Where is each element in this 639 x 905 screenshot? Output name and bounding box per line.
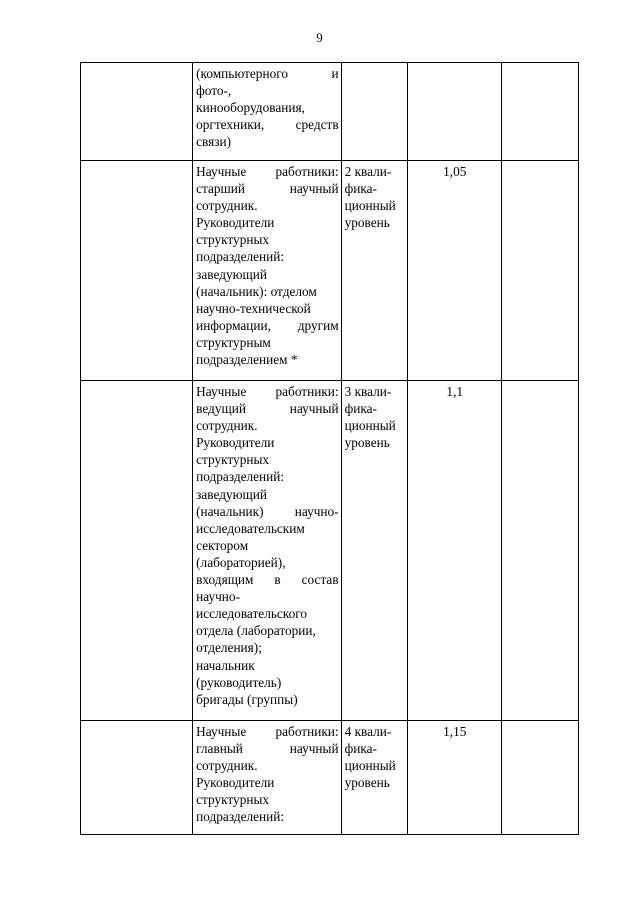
group-cell bbox=[81, 63, 193, 161]
coefficient-cell: 1,15 bbox=[408, 721, 502, 835]
position-line: сотрудник. bbox=[196, 198, 258, 214]
position-line bbox=[196, 400, 338, 417]
level-line: 2 квали- bbox=[344, 164, 392, 179]
empty-cell bbox=[502, 161, 579, 381]
position-line bbox=[196, 163, 338, 180]
position-line: Руководители bbox=[196, 775, 275, 791]
level-line: 4 квали- bbox=[344, 724, 392, 739]
coefficient-cell: 1,05 bbox=[408, 161, 502, 381]
position-line bbox=[196, 740, 338, 757]
table-row bbox=[81, 161, 579, 381]
position-line: бригады (группы) bbox=[196, 691, 298, 707]
empty-cell bbox=[502, 381, 579, 721]
position-word: ведущий bbox=[196, 401, 246, 417]
position-line: подразделений: bbox=[196, 469, 285, 485]
group-cell bbox=[81, 721, 193, 835]
position-line bbox=[196, 503, 338, 520]
position-line: структурным bbox=[196, 334, 271, 350]
level-line: фика- bbox=[344, 741, 377, 757]
group-cell bbox=[81, 381, 193, 721]
position-line: научно- bbox=[196, 589, 240, 605]
position-line: начальник bbox=[196, 657, 255, 673]
position-word: работники: bbox=[275, 384, 339, 399]
position-line: исследовательским bbox=[196, 520, 305, 536]
position-line: сотрудник. bbox=[196, 418, 258, 434]
position-line bbox=[196, 723, 338, 740]
position-line: исследовательского bbox=[196, 606, 307, 622]
group-cell bbox=[81, 161, 193, 381]
position-line: кинооборудования, bbox=[196, 100, 305, 116]
position-line: подразделений: bbox=[196, 809, 285, 825]
level-line: уровень bbox=[344, 775, 390, 791]
position-line: средств bbox=[295, 117, 339, 133]
coefficient-cell: 1,1 bbox=[408, 381, 502, 721]
position-line: (компьютерного bbox=[196, 66, 288, 81]
position-line: (руководитель) bbox=[196, 674, 282, 690]
position-word: работники: bbox=[275, 164, 339, 179]
position-line: структурных bbox=[196, 792, 270, 808]
position-line bbox=[196, 180, 338, 197]
position-line bbox=[196, 383, 338, 400]
position-line bbox=[196, 571, 338, 588]
level-line: ционный bbox=[344, 418, 396, 434]
position-word: Научные bbox=[196, 724, 247, 739]
level-line: уровень bbox=[344, 435, 390, 451]
table-row bbox=[81, 721, 579, 835]
position-line: сектором bbox=[196, 537, 249, 553]
position-word: (начальник) bbox=[196, 503, 264, 519]
position-word: информации, bbox=[196, 317, 271, 333]
position-cell bbox=[193, 63, 341, 161]
position-line: структурных bbox=[196, 232, 270, 248]
position-line: подразделений: bbox=[196, 249, 285, 265]
position-word: главный bbox=[196, 741, 243, 757]
position-line: и bbox=[331, 66, 339, 81]
position-word: Научные bbox=[196, 384, 247, 399]
position-line: структурных bbox=[196, 452, 270, 468]
position-line: (лабораторией), bbox=[196, 554, 286, 570]
position-line: отдела (лаборатории, bbox=[196, 623, 316, 639]
position-line: заведующий bbox=[196, 486, 268, 502]
position-line bbox=[196, 317, 338, 334]
position-word: научный bbox=[289, 401, 339, 417]
position-line: фото-, bbox=[196, 83, 232, 99]
table-body bbox=[81, 63, 579, 835]
position-line: (начальник): отделом bbox=[196, 283, 317, 299]
level-line: ционный bbox=[344, 758, 396, 774]
level-cell bbox=[341, 63, 408, 161]
level-line: фика- bbox=[344, 181, 377, 197]
position-cell bbox=[193, 381, 341, 721]
table-row bbox=[81, 63, 579, 161]
position-cell bbox=[193, 721, 341, 835]
position-line: оргтехники, bbox=[196, 117, 265, 133]
position-line: отделения); bbox=[196, 640, 262, 656]
position-line: подразделением * bbox=[196, 352, 298, 368]
position-word: в bbox=[274, 572, 281, 588]
level-line: фика- bbox=[344, 401, 377, 417]
coefficient-cell bbox=[408, 63, 502, 161]
position-word: работники: bbox=[275, 724, 339, 739]
position-word: состав bbox=[301, 572, 339, 588]
position-word: Научные bbox=[196, 164, 247, 179]
table-row bbox=[81, 381, 579, 721]
position-word: старший bbox=[196, 181, 246, 197]
qualification-table bbox=[80, 62, 579, 835]
level-cell bbox=[341, 381, 408, 721]
page-number: 9 bbox=[316, 30, 323, 45]
level-line: 3 квали- bbox=[344, 384, 392, 399]
position-word: входящим bbox=[196, 572, 254, 588]
level-cell bbox=[341, 721, 408, 835]
position-word: другим bbox=[297, 317, 339, 333]
level-cell bbox=[341, 161, 408, 381]
position-line: сотрудник. bbox=[196, 758, 258, 774]
position-line: заведующий bbox=[196, 266, 268, 282]
position-word: научный bbox=[289, 181, 339, 197]
level-line: уровень bbox=[344, 215, 390, 231]
position-word: научно- bbox=[294, 503, 339, 519]
position-line: связи) bbox=[196, 134, 232, 150]
position-line: Руководители bbox=[196, 215, 275, 231]
position-line: научно-технической bbox=[196, 300, 311, 316]
position-line: Руководители bbox=[196, 435, 275, 451]
empty-cell bbox=[502, 721, 579, 835]
position-word: научный bbox=[289, 741, 339, 757]
position-cell bbox=[193, 161, 341, 381]
level-line: ционный bbox=[344, 198, 396, 214]
empty-cell bbox=[502, 63, 579, 161]
